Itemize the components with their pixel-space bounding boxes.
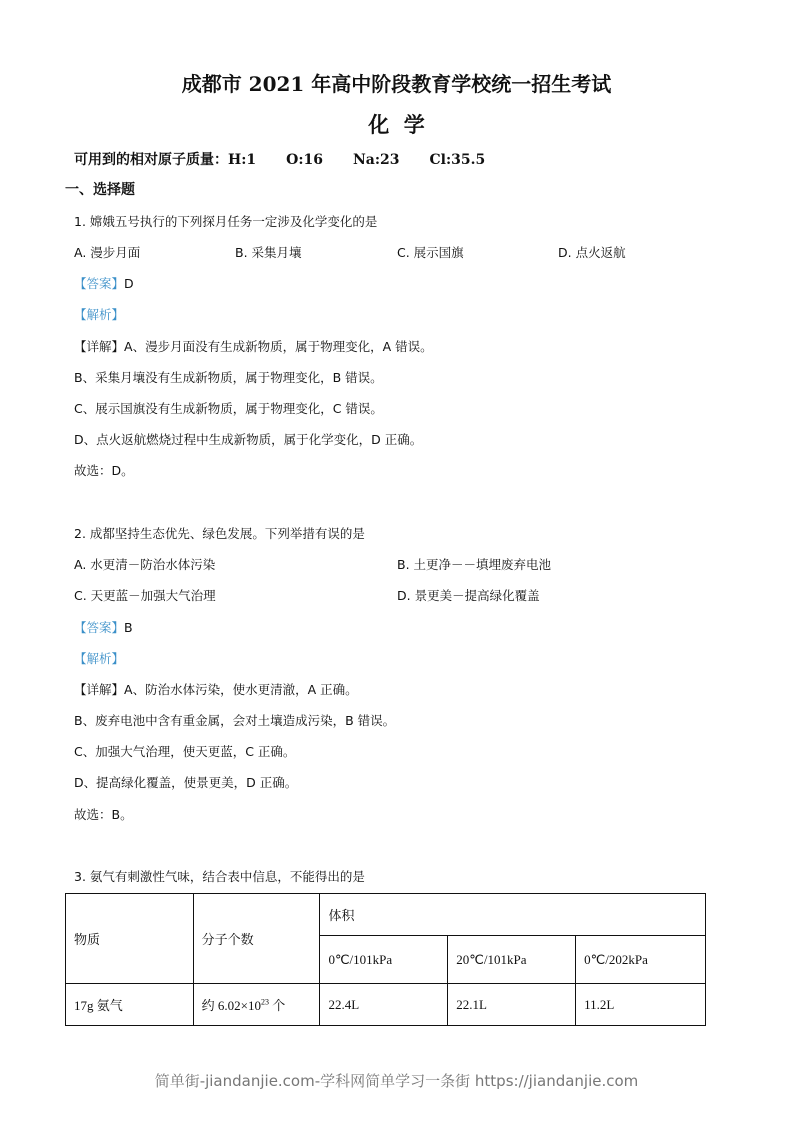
mass-h: H:1 xyxy=(228,152,257,168)
ammonia-table xyxy=(65,893,706,1026)
q2-detail-a xyxy=(74,681,358,699)
cell-volume-2: 22.1L xyxy=(448,984,576,1026)
table-row xyxy=(66,984,706,1026)
q1-detail-b: B、采集月壤没有生成新物质，属于物理变化，B 错误。 xyxy=(74,370,383,385)
count-base: 约 6.02×10 xyxy=(201,998,262,1013)
answer-value: D xyxy=(124,276,134,291)
q3-stem: 3. 氨气有刺激性气味，结合表中信息，不能得出的是 xyxy=(74,869,365,884)
q2-stem: 2. 成都坚持生态优先、绿色发展。下列举措有误的是 xyxy=(74,526,365,541)
mass-o: O:16 xyxy=(286,152,323,168)
detail-line: A、防治水体污染，使水更清澈，A 正确。 xyxy=(124,682,358,697)
q2-option-a: A. 水更清－防治水体污染 xyxy=(74,557,216,572)
q1-option-c: C. 展示国旗 xyxy=(397,245,464,260)
count-unit: 个 xyxy=(269,998,286,1013)
header-count: 分子个数 xyxy=(193,894,320,984)
q2-option-b: B. 土更净－－填埋废弃电池 xyxy=(397,557,552,572)
q1-option-a: A. 漫步月面 xyxy=(74,245,141,260)
cell-count xyxy=(193,984,320,1026)
condition-1: 0℃/101kPa xyxy=(320,936,448,984)
answer-tag: 【答案】 xyxy=(74,276,125,291)
q2-detail-b: B、废弃电池中含有重金属，会对土壤造成污染，B 错误。 xyxy=(74,713,396,728)
detail-tag: 【详解】 xyxy=(74,339,125,354)
q1-option-b: B. 采集月壤 xyxy=(235,245,302,260)
detail-line: A、漫步月面没有生成新物质，属于物理变化，A 错误。 xyxy=(124,339,433,354)
section-heading: 一、选择题 xyxy=(65,182,135,198)
cell-volume-1: 22.4L xyxy=(320,984,448,1026)
exam-title: 成都市 2021 年高中阶段教育学校统一招生考试 xyxy=(181,72,612,96)
q2-detail-c: C、加强大气治理，使天更蓝，C 正确。 xyxy=(74,744,296,759)
mass-na: Na:23 xyxy=(353,152,400,168)
q2-detail-d: D、提高绿化覆盖，使景更美，D 正确。 xyxy=(74,775,298,790)
masses-label: 可用到的相对原子质量： xyxy=(74,152,228,168)
answer-tag: 【答案】 xyxy=(74,620,125,635)
q1-detail-d: D、点火返航燃烧过程中生成新物质，属于化学变化，D 正确。 xyxy=(74,432,423,447)
q1-option-d: D. 点火返航 xyxy=(558,245,626,260)
footer-watermark: 简单街-jiandanjie.com-学科网简单学习一条街 https://jiandanjie.com xyxy=(154,1072,639,1090)
q1-stem: 1. 嫦娥五号执行的下列探月任务一定涉及化学变化的是 xyxy=(74,214,378,229)
header-volume: 体积 xyxy=(320,894,706,936)
cell-substance: 17g 氨气 xyxy=(66,984,194,1026)
condition-2: 20℃/101kPa xyxy=(448,936,576,984)
q2-answer xyxy=(74,619,133,637)
q2-choice: 故选：B。 xyxy=(74,807,133,822)
q2-option-c: C. 天更蓝－加强大气治理 xyxy=(74,588,216,603)
subject-title: 化 学 xyxy=(368,112,425,137)
q1-choice: 故选：D。 xyxy=(74,463,134,478)
q2-analysis-tag: 【解析】 xyxy=(74,651,125,666)
answer-value: B xyxy=(124,620,133,635)
q1-detail-a xyxy=(74,338,433,356)
q1-detail-c: C、展示国旗没有生成新物质，属于物理变化，C 错误。 xyxy=(74,401,383,416)
q2-option-d: D. 景更美－提高绿化覆盖 xyxy=(397,588,540,603)
condition-3: 0℃/202kPa xyxy=(576,936,706,984)
cell-volume-3: 11.2L xyxy=(576,984,706,1026)
q1-answer xyxy=(74,275,134,293)
detail-tag: 【详解】 xyxy=(74,682,125,697)
atomic-masses xyxy=(74,151,485,169)
mass-cl: Cl:35.5 xyxy=(429,152,486,168)
count-exponent: 23 xyxy=(261,997,270,1007)
header-substance: 物质 xyxy=(66,894,194,984)
q1-analysis-tag: 【解析】 xyxy=(74,307,125,322)
